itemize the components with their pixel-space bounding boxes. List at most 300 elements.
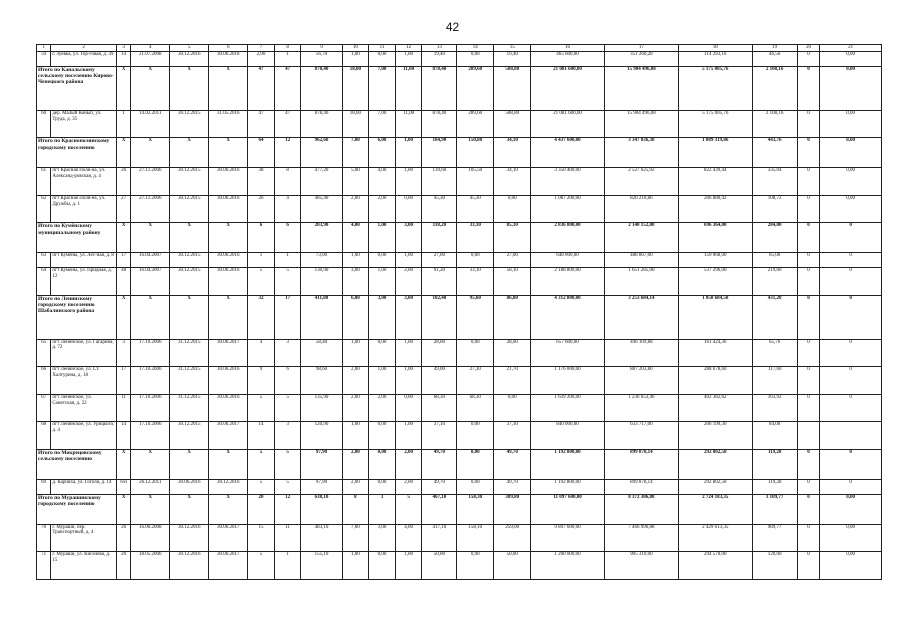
table-cell: 119,28 bbox=[752, 449, 797, 479]
total-row bbox=[37, 295, 882, 339]
table-cell: 118,20 bbox=[422, 223, 457, 253]
table-cell: 588,80 bbox=[494, 66, 531, 110]
table-cell: 98,60 bbox=[301, 367, 342, 395]
table-cell: 33,10 bbox=[457, 268, 494, 296]
table-cell: 30.12.2015 bbox=[170, 268, 209, 296]
table-cell: 0,00 bbox=[457, 339, 494, 367]
total-row bbox=[37, 66, 882, 110]
table-cell: 19,40 bbox=[422, 52, 457, 67]
table-cell: 1,00 bbox=[395, 138, 422, 168]
table-cell: 34,10 bbox=[494, 168, 531, 196]
table-cell: 4 bbox=[274, 195, 301, 223]
table-cell: 648 000,00 bbox=[531, 253, 605, 268]
table-cell: 59 bbox=[37, 52, 51, 67]
table-cell: г. Мураши, ул. Киселева, д. 15 bbox=[51, 552, 117, 580]
table-cell: 21 081 600,00 bbox=[531, 110, 605, 138]
table-cell: 15 904 496,08 bbox=[604, 66, 678, 110]
table-cell: 7,00 bbox=[369, 110, 396, 138]
table-cell: 496 109,88 bbox=[604, 339, 678, 367]
table-cell: 0,00 bbox=[820, 138, 882, 168]
table-cell: 351 260,28 bbox=[604, 52, 678, 67]
table-cell: 878,40 bbox=[301, 110, 342, 138]
total-row bbox=[37, 223, 882, 253]
table-cell: 2,00 bbox=[395, 268, 422, 296]
table-cell: 18,00 bbox=[342, 66, 369, 110]
table-cell: 5 bbox=[274, 268, 301, 296]
table-cell: 58,40 bbox=[301, 339, 342, 367]
table-cell: 31.12.2015 bbox=[170, 394, 209, 422]
table-cell: 1,00 bbox=[369, 367, 396, 395]
header-cell: 12 bbox=[395, 45, 422, 52]
table-cell: 1 058 684,58 bbox=[678, 295, 752, 339]
table-cell: 0,00 bbox=[494, 394, 531, 422]
table-cell: 0 bbox=[820, 223, 882, 253]
table-cell: 4 437 600,00 bbox=[531, 138, 605, 168]
table-cell: 17.10.2006 bbox=[131, 394, 170, 422]
table-cell: 6,00 bbox=[342, 295, 369, 339]
table-cell: 119,28 bbox=[752, 479, 797, 494]
table-cell: 30.06.2016 bbox=[170, 479, 209, 494]
header-cell: 17 bbox=[604, 45, 678, 52]
table-cell: 6 bbox=[274, 223, 301, 253]
table-cell: 16.04.2007 bbox=[131, 268, 170, 296]
table-cell: б/н bbox=[116, 479, 130, 494]
table-cell: 537 296,00 bbox=[678, 268, 752, 296]
table-cell: 3,00 bbox=[395, 295, 422, 339]
table-cell: X bbox=[170, 66, 209, 110]
table-cell: X bbox=[131, 66, 170, 110]
table-cell: 3 347 836,38 bbox=[604, 138, 678, 168]
table-cell: 417,10 bbox=[422, 524, 457, 552]
table-cell: X bbox=[209, 494, 248, 524]
table-cell: 5 175 005,76 bbox=[678, 110, 752, 138]
table-cell: 878,40 bbox=[301, 66, 342, 110]
table-cell: 1 639 200,00 bbox=[531, 394, 605, 422]
table-cell: 309,80 bbox=[494, 494, 531, 524]
table-cell: 206 199,30 bbox=[678, 422, 752, 450]
table-cell: X bbox=[170, 138, 209, 168]
header-cell: 20 bbox=[797, 45, 820, 52]
table-cell: 477,20 bbox=[301, 168, 342, 196]
table-cell: 3,00 bbox=[369, 295, 396, 339]
table-cell: 21,70 bbox=[494, 367, 531, 395]
table-cell: 289,60 bbox=[457, 110, 494, 138]
table-cell: 1,00 bbox=[395, 52, 422, 67]
table-cell: 0,00 bbox=[820, 524, 882, 552]
table-cell: 488 867,00 bbox=[604, 253, 678, 268]
table-cell: 0,00 bbox=[369, 422, 396, 450]
table-cell: 878,40 bbox=[422, 66, 457, 110]
table-cell: Итого по Мурашинскому городскому поселению bbox=[37, 494, 117, 524]
table-cell: 0 bbox=[820, 479, 882, 494]
table-cell: 1,00 bbox=[395, 339, 422, 367]
header-cell: 9 bbox=[301, 45, 342, 52]
table-cell: 26 bbox=[248, 195, 275, 223]
table-cell: 0,00 bbox=[369, 339, 396, 367]
table-cell: 6,00 bbox=[369, 138, 396, 168]
table-cell: дер. Малый Конып, ул. Труда, д. 35 bbox=[51, 110, 117, 138]
table-cell: 30.06.2016 bbox=[209, 367, 248, 395]
table-cell: 64 bbox=[248, 138, 275, 168]
table-cell: 4,00 bbox=[369, 168, 396, 196]
table-cell: 2 108,16 bbox=[752, 66, 797, 110]
table-cell: 5 bbox=[274, 479, 301, 494]
table-cell: Итого по Краснополянскому городскому поселению bbox=[37, 138, 117, 168]
table-cell: 117,60 bbox=[752, 367, 797, 395]
table-cell: 26 bbox=[116, 524, 130, 552]
table-cell: 1 651 285,00 bbox=[604, 268, 678, 296]
table-cell: 0 bbox=[797, 168, 820, 196]
header-cell: 5 bbox=[170, 45, 209, 52]
table-cell: X bbox=[131, 223, 170, 253]
table-cell: 32 bbox=[248, 295, 275, 339]
table-cell: пгт Ленинское, ул. Урицкого, д. 4 bbox=[51, 422, 117, 450]
table-cell: 1 236 653,46 bbox=[604, 394, 678, 422]
total-row bbox=[37, 494, 882, 524]
table-cell: Итого по Ленинскому городскому поселению Шабалинского района bbox=[37, 295, 117, 339]
table-cell: 30.12.2015 bbox=[170, 168, 209, 196]
table-cell: 97,90 bbox=[301, 479, 342, 494]
table-cell: 50,00 bbox=[494, 552, 531, 580]
table-cell: 34,10 bbox=[494, 138, 531, 168]
table-cell: 68,30 bbox=[422, 394, 457, 422]
table-cell: 27,30 bbox=[457, 367, 494, 395]
table-cell: 1,00 bbox=[369, 223, 396, 253]
table-cell: 163,92 bbox=[752, 394, 797, 422]
table-cell: 0,00 bbox=[369, 552, 396, 580]
table-cell: 2 108,16 bbox=[752, 110, 797, 138]
table-cell: 158,30 bbox=[457, 494, 494, 524]
table-cell: 11,00 bbox=[395, 110, 422, 138]
table-cell: 11 097 600,00 bbox=[531, 494, 605, 524]
table-cell: 28,00 bbox=[422, 339, 457, 367]
table-cell: 1,00 bbox=[342, 52, 369, 67]
table-cell: 0,00 bbox=[820, 552, 882, 580]
table-cell: 45,30 bbox=[422, 195, 457, 223]
table-cell: 0,00 bbox=[457, 449, 494, 479]
table-cell: пгт Ленинское, ул. Гагарина, д. 72 bbox=[51, 339, 117, 367]
table-cell: 2,00 bbox=[248, 52, 275, 67]
table-cell: 155,10 bbox=[301, 552, 342, 580]
table-cell: 0,00 bbox=[820, 52, 882, 67]
table-cell: 11 bbox=[274, 524, 301, 552]
table-cell: 73,00 bbox=[301, 253, 342, 268]
table-cell: 27.11.2006 bbox=[131, 195, 170, 223]
table-cell: 47 bbox=[274, 110, 301, 138]
table-cell: 483,10 bbox=[301, 524, 342, 552]
table-cell: 120,00 bbox=[752, 552, 797, 580]
table-cell: 30.06.2017 bbox=[209, 524, 248, 552]
table-cell: 108,72 bbox=[752, 195, 797, 223]
table-cell: 1 bbox=[274, 253, 301, 268]
table-cell: 0 bbox=[797, 524, 820, 552]
table-cell: 3 bbox=[274, 339, 301, 367]
table-cell: 19,40 bbox=[494, 52, 531, 67]
table-row bbox=[37, 479, 882, 494]
table-cell: 259,00 bbox=[494, 524, 531, 552]
table-cell: 26.12.2011 bbox=[131, 479, 170, 494]
table-cell: 1 bbox=[116, 110, 130, 138]
table-cell: 65 bbox=[37, 339, 51, 367]
table-row bbox=[37, 195, 882, 223]
table-cell: 0,00 bbox=[369, 449, 396, 479]
table-cell: 48 bbox=[116, 268, 130, 296]
table-cell: 0 bbox=[797, 552, 820, 580]
header-cell: 4 bbox=[131, 45, 170, 52]
table-cell: 335,04 bbox=[752, 168, 797, 196]
table-cell: 1,00 bbox=[395, 367, 422, 395]
table-cell: 14 bbox=[116, 52, 130, 67]
table-cell: 5 bbox=[248, 394, 275, 422]
table-cell: 69 bbox=[37, 479, 51, 494]
table-cell: 1,00 bbox=[369, 268, 396, 296]
table-cell: 840 000,00 bbox=[531, 422, 605, 450]
table-cell: 1 176 000,00 bbox=[531, 367, 605, 395]
table-cell: X bbox=[116, 494, 130, 524]
table-cell: 14 bbox=[116, 422, 130, 450]
table-cell: 411,80 bbox=[301, 295, 342, 339]
table-cell: 1,00 bbox=[342, 422, 369, 450]
header-cell: 3 bbox=[116, 45, 130, 52]
table-cell: 184,90 bbox=[422, 138, 457, 168]
table-cell: 5 bbox=[248, 479, 275, 494]
header-cell: 16 bbox=[531, 45, 605, 52]
table-cell: 26 bbox=[116, 168, 130, 196]
table-cell: 5 bbox=[248, 268, 275, 296]
table-cell: 45,30 bbox=[457, 195, 494, 223]
table-cell: 0,00 bbox=[457, 52, 494, 67]
table-cell: 0 bbox=[797, 52, 820, 67]
table-cell: 1 192 800,00 bbox=[531, 449, 605, 479]
table-cell: 5 bbox=[395, 494, 422, 524]
table-cell: 17 bbox=[274, 295, 301, 339]
table-cell: 30.12.2015 bbox=[170, 253, 209, 268]
table-cell: 1 bbox=[274, 52, 301, 67]
table-cell: 3 bbox=[369, 494, 396, 524]
table-cell: 130,90 bbox=[301, 268, 342, 296]
table-cell: Итого по Кумёнскому муниципальному району bbox=[37, 223, 117, 253]
table-cell: 5 175 005,76 bbox=[678, 66, 752, 110]
table-cell: 95,60 bbox=[457, 295, 494, 339]
table-cell: 2 724 183,35 bbox=[678, 494, 752, 524]
table-cell: X bbox=[116, 138, 130, 168]
table-cell: 30.06.2016 bbox=[209, 195, 248, 223]
table-cell: X bbox=[116, 66, 130, 110]
table-cell: 1 bbox=[248, 253, 275, 268]
table-cell: 70 bbox=[37, 524, 51, 552]
table-cell: 1 bbox=[274, 552, 301, 580]
table-cell: 30.06.2016 bbox=[209, 168, 248, 196]
table-cell: 2,00 bbox=[369, 394, 396, 422]
table-cell: 2,00 bbox=[369, 195, 396, 223]
table-cell: 5 bbox=[274, 449, 301, 479]
table-cell: 6 bbox=[274, 367, 301, 395]
table-cell: 15 904 496,08 bbox=[604, 110, 678, 138]
table-cell: г. Мураши, пер. Транспортный, д. 4 bbox=[51, 524, 117, 552]
table-cell: 38 bbox=[248, 168, 275, 196]
table-cell: 1,00 bbox=[395, 253, 422, 268]
table-cell: 15 bbox=[248, 524, 275, 552]
table-cell: 1,00 bbox=[395, 422, 422, 450]
table-row bbox=[37, 422, 882, 450]
table-cell: пгт Красная Поля-на, ул. Дружбы, д. 1 bbox=[51, 195, 117, 223]
table-cell: 0,00 bbox=[457, 253, 494, 268]
table-cell: 0,00 bbox=[820, 168, 882, 196]
table-cell: 899 878,14 bbox=[604, 479, 678, 494]
table-cell: 0 bbox=[797, 223, 820, 253]
table-cell: 64 bbox=[37, 268, 51, 296]
table-cell: г. Зуевка, ул. Тор-говая, д. 39 bbox=[51, 52, 117, 67]
table-cell: 1 109,77 bbox=[752, 494, 797, 524]
table-cell: 0,00 bbox=[820, 66, 882, 110]
table-cell: 31.12.2015 bbox=[170, 367, 209, 395]
table-cell: 820 210,86 bbox=[604, 195, 678, 223]
table-cell: 2,00 bbox=[342, 479, 369, 494]
table-cell: 91,20 bbox=[422, 268, 457, 296]
table-cell: 3,00 bbox=[342, 268, 369, 296]
table-cell: 56,70 bbox=[301, 52, 342, 67]
table-cell: 150,80 bbox=[457, 138, 494, 168]
table-cell: 37,10 bbox=[422, 422, 457, 450]
table-cell: 30.06.2018 bbox=[209, 52, 248, 67]
table-row bbox=[37, 367, 882, 395]
table-cell: 21.07.2008 bbox=[131, 52, 170, 67]
table-cell: 17.10.2006 bbox=[131, 422, 170, 450]
table-cell: 46,56 bbox=[752, 52, 797, 67]
header-cell: 15 bbox=[494, 45, 531, 52]
table-cell: 465 600,00 bbox=[531, 52, 605, 67]
table-cell: 1 192 800,00 bbox=[531, 479, 605, 494]
table-cell: 0,00 bbox=[369, 52, 396, 67]
table-cell: 219,00 bbox=[752, 268, 797, 296]
table-cell: д. Карчиха, ул. Гоголя, д. 14 bbox=[51, 479, 117, 494]
table-cell: 989,77 bbox=[752, 524, 797, 552]
table-cell: 49,70 bbox=[422, 479, 457, 494]
table-cell: 0 bbox=[797, 494, 820, 524]
table-cell: 135,90 bbox=[301, 394, 342, 422]
table-cell: 2,00 bbox=[342, 394, 369, 422]
table-cell: 2 140 152,00 bbox=[604, 223, 678, 253]
table-cell: 16.04.2007 bbox=[131, 253, 170, 268]
table-cell: 638,10 bbox=[301, 494, 342, 524]
table-cell: 2,00 bbox=[395, 449, 422, 479]
table-cell: 18,00 bbox=[342, 110, 369, 138]
total-row bbox=[37, 449, 882, 479]
header-row bbox=[37, 45, 882, 52]
table-cell: 31.12.2015 bbox=[170, 339, 209, 367]
table-cell: 49,70 bbox=[494, 449, 531, 479]
table-row bbox=[37, 253, 882, 268]
table-cell: X bbox=[170, 223, 209, 253]
table-cell: 8 bbox=[274, 168, 301, 196]
page-number: 42 bbox=[445, 20, 460, 34]
table-cell: 97,90 bbox=[301, 449, 342, 479]
table-cell: 284,00 bbox=[752, 223, 797, 253]
table-cell: 14.02.2011 bbox=[131, 110, 170, 138]
resettlement-table bbox=[36, 44, 882, 580]
table-cell: 3,00 bbox=[369, 524, 396, 552]
table-cell: 49,70 bbox=[494, 479, 531, 494]
header-cell: 8 bbox=[274, 45, 301, 52]
table-cell: 11 bbox=[116, 394, 130, 422]
table-cell: пгт Кумены, ул. Придная, д. 12 bbox=[51, 268, 117, 296]
table-cell: 0,00 bbox=[820, 195, 882, 223]
table-cell: 3 bbox=[274, 422, 301, 450]
table-cell: 63 bbox=[37, 253, 51, 268]
table-cell: 5 bbox=[248, 449, 275, 479]
table-cell: 0,00 bbox=[395, 394, 422, 422]
table-cell: 1,00 bbox=[342, 552, 369, 580]
table-cell: 37,10 bbox=[494, 422, 531, 450]
table-cell: 3 bbox=[116, 339, 130, 367]
table-cell: 878,40 bbox=[422, 110, 457, 138]
table-cell: 30.06.2016 bbox=[209, 268, 248, 296]
table-cell: 61 bbox=[37, 168, 51, 196]
table-cell: 7,00 bbox=[342, 138, 369, 168]
table-cell: 2 188 800,00 bbox=[531, 268, 605, 296]
table-cell: 1,00 bbox=[342, 253, 369, 268]
table-cell: 633 717,00 bbox=[604, 422, 678, 450]
table-cell: 4,00 bbox=[395, 524, 422, 552]
table-cell: 1 089 319,86 bbox=[678, 138, 752, 168]
table-cell: 3 350 400,00 bbox=[531, 168, 605, 196]
table-cell: 4,00 bbox=[342, 223, 369, 253]
table-cell: 71 bbox=[37, 552, 51, 580]
table-row bbox=[37, 394, 882, 422]
table-cell: 203,90 bbox=[301, 223, 342, 253]
table-cell: 0 bbox=[797, 195, 820, 223]
header-cell: 21 bbox=[820, 45, 882, 52]
table-cell: 0,00 bbox=[820, 494, 882, 524]
table-cell: 0 bbox=[797, 66, 820, 110]
table-cell: 7,00 bbox=[369, 66, 396, 110]
table-cell: 289,60 bbox=[457, 66, 494, 110]
table-cell: 158,10 bbox=[457, 524, 494, 552]
table-cell: 5,00 bbox=[342, 168, 369, 196]
table-cell: 822 439,44 bbox=[678, 168, 752, 196]
table-cell: 0 bbox=[820, 394, 882, 422]
table-cell: 5 bbox=[274, 394, 301, 422]
table-cell: 6 bbox=[248, 223, 275, 253]
table-cell: 60 bbox=[37, 110, 51, 138]
table-cell: 0,00 bbox=[457, 479, 494, 494]
table-cell: 30.06.2016 bbox=[209, 394, 248, 422]
table-cell: 11,00 bbox=[395, 66, 422, 110]
table-cell: 58,10 bbox=[494, 268, 531, 296]
table-cell: X bbox=[170, 449, 209, 479]
table-cell: 12 bbox=[274, 494, 301, 524]
table-cell: 4 312 800,00 bbox=[531, 295, 605, 339]
table-row bbox=[37, 524, 882, 552]
header-cell: 14 bbox=[457, 45, 494, 52]
table-cell: 114 293,16 bbox=[678, 52, 752, 67]
table-cell: 85,10 bbox=[494, 223, 531, 253]
table-cell: 3,00 bbox=[395, 223, 422, 253]
table-cell: 139,60 bbox=[422, 168, 457, 196]
table-cell: 1,00 bbox=[395, 552, 422, 580]
table-cell: 14 bbox=[248, 422, 275, 450]
table-cell: 120,90 bbox=[301, 422, 342, 450]
table-cell: 0,90 bbox=[457, 552, 494, 580]
table-cell: 9 897 600,00 bbox=[531, 524, 605, 552]
table-cell: 0,00 bbox=[369, 253, 396, 268]
table-cell: 443,76 bbox=[752, 138, 797, 168]
table-cell: 0 bbox=[797, 394, 820, 422]
table-cell: 0,00 bbox=[369, 479, 396, 494]
table-cell: 84,00 bbox=[752, 422, 797, 450]
table-cell: 30.12.2015 bbox=[170, 110, 209, 138]
table-cell: 47 bbox=[248, 110, 275, 138]
